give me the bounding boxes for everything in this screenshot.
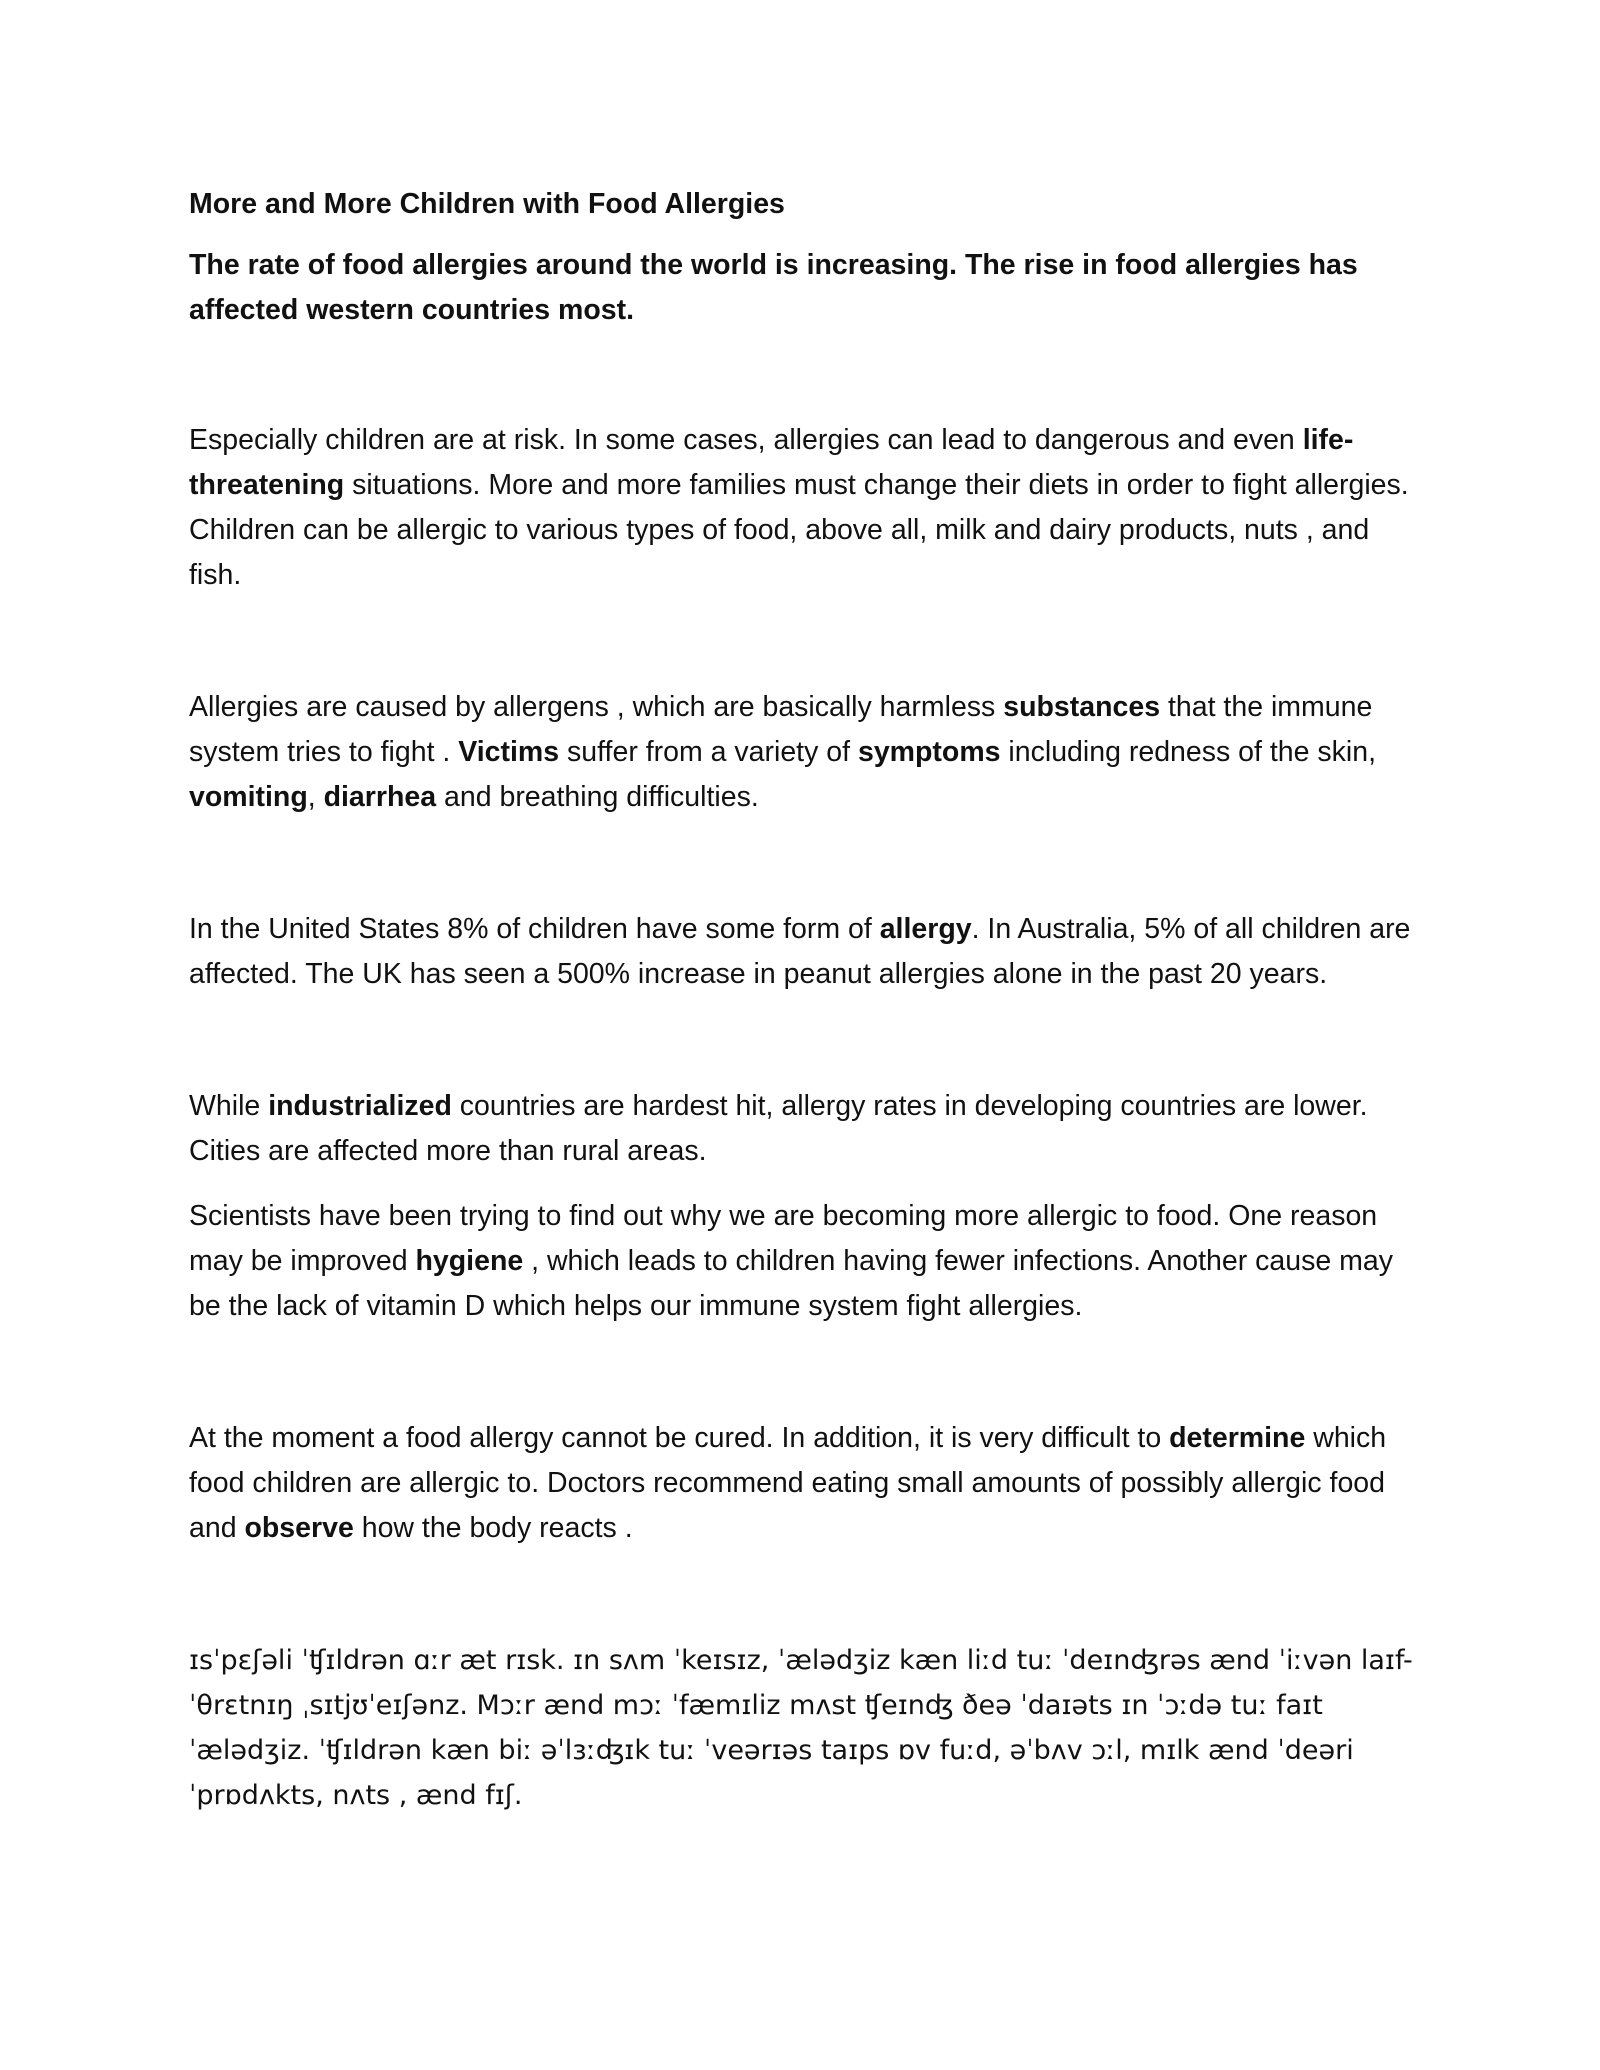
- bold-term: determine: [1169, 1422, 1306, 1454]
- bold-term: substances: [1003, 691, 1161, 723]
- bold-term: symptoms: [857, 736, 1001, 768]
- lead-paragraph: The rate of food allergies around the world is increasing. The rise in food allergies has affected western countries most.: [189, 249, 1358, 326]
- paragraph-scientists: [189, 1194, 1429, 1329]
- text-run: While: [189, 1090, 269, 1122]
- text-run: , which leads to children having fewer infections. Another cause may be the lack of vitamin D which helps our immune system fight allergies.: [189, 1245, 1393, 1322]
- text-run: how the body reacts .: [353, 1512, 633, 1544]
- text-run: ,: [307, 781, 324, 813]
- text-run: and breathing difficulties.: [436, 781, 759, 813]
- text-run: which food children are allergic to. Doctors recommend eating small amounts of possibly allergic food and: [189, 1422, 1387, 1544]
- text-run: suffer from a variety of: [559, 736, 858, 768]
- paragraph-statistics: [189, 907, 1429, 997]
- bold-term: life-threatening: [189, 424, 1354, 501]
- text-run: Scientists have been trying to find out why we are becoming more allergic to food. One reason may be improved: [189, 1200, 1378, 1277]
- text-run: situations. More and more families must change their diets in order to fight allergies. Children can be allergic to various types of food, above all, milk and dairy products, nuts , and fish.: [189, 469, 1409, 591]
- paragraph-industrialized: [189, 1084, 1429, 1174]
- text-run: countries are hardest hit, allergy rates in developing countries are lower. Cities are affected more than rural areas.: [189, 1090, 1368, 1167]
- bold-term: vomiting: [189, 781, 308, 813]
- text-run: including redness of the skin,: [1000, 736, 1376, 768]
- bold-term: observe: [244, 1512, 354, 1544]
- paragraph-allergens: [189, 685, 1429, 820]
- text-run: that the immune system tries to fight .: [189, 691, 1373, 768]
- bold-term: Victims: [458, 736, 560, 768]
- text-run: . In Australia, 5% of all children are affected. The UK has seen a 500% increase in peanut allergies alone in the past 20 years.: [189, 913, 1411, 990]
- bold-term: industrialized: [268, 1090, 452, 1122]
- document-title: More and More Children with Food Allergies: [189, 188, 785, 220]
- phonetic-transcription: ɪsˈpɛʃəli ˈʧɪldrən ɑːr æt rɪsk. ɪn sʌm ˈkeɪsɪz, ˈælədʒiz kæn liːd tuː ˈdeɪnʤrəs ænd ˈiːvən laɪf-ˈθrɛtnɪŋ ˌsɪtjʊˈeɪʃənz. Mɔːr ænd mɔː ˈfæmɪliz mʌst ʧeɪnʤ ðeə ˈdaɪəts ɪn ˈɔːdə tuː faɪt ˈælədʒiz. ˈʧɪldrən kæn biː əˈlɜːʤɪk tuː ˈveərɪəs taɪps ɒv fuːd, əˈbʌv ɔːl, mɪlk ænd ˈdeəri ˈprɒdʌkts, nʌts , ænd fɪʃ.: [189, 1645, 1413, 1811]
- text-run: In the United States 8% of children have some form of: [189, 913, 880, 945]
- text-run: Especially children are at risk. In some cases, allergies can lead to dangerous and even: [189, 424, 1303, 456]
- bold-term: allergy: [879, 913, 972, 945]
- document-body: [189, 182, 1429, 1818]
- paragraph-children-at-risk: [189, 418, 1429, 598]
- text-run: At the moment a food allergy cannot be cured. In addition, it is very difficult to: [189, 1422, 1170, 1454]
- bold-term: hygiene: [415, 1245, 524, 1277]
- text-run: Allergies are caused by allergens , which are basically harmless: [189, 691, 1004, 723]
- bold-term: diarrhea: [323, 781, 437, 813]
- paragraph-cure: [189, 1416, 1429, 1551]
